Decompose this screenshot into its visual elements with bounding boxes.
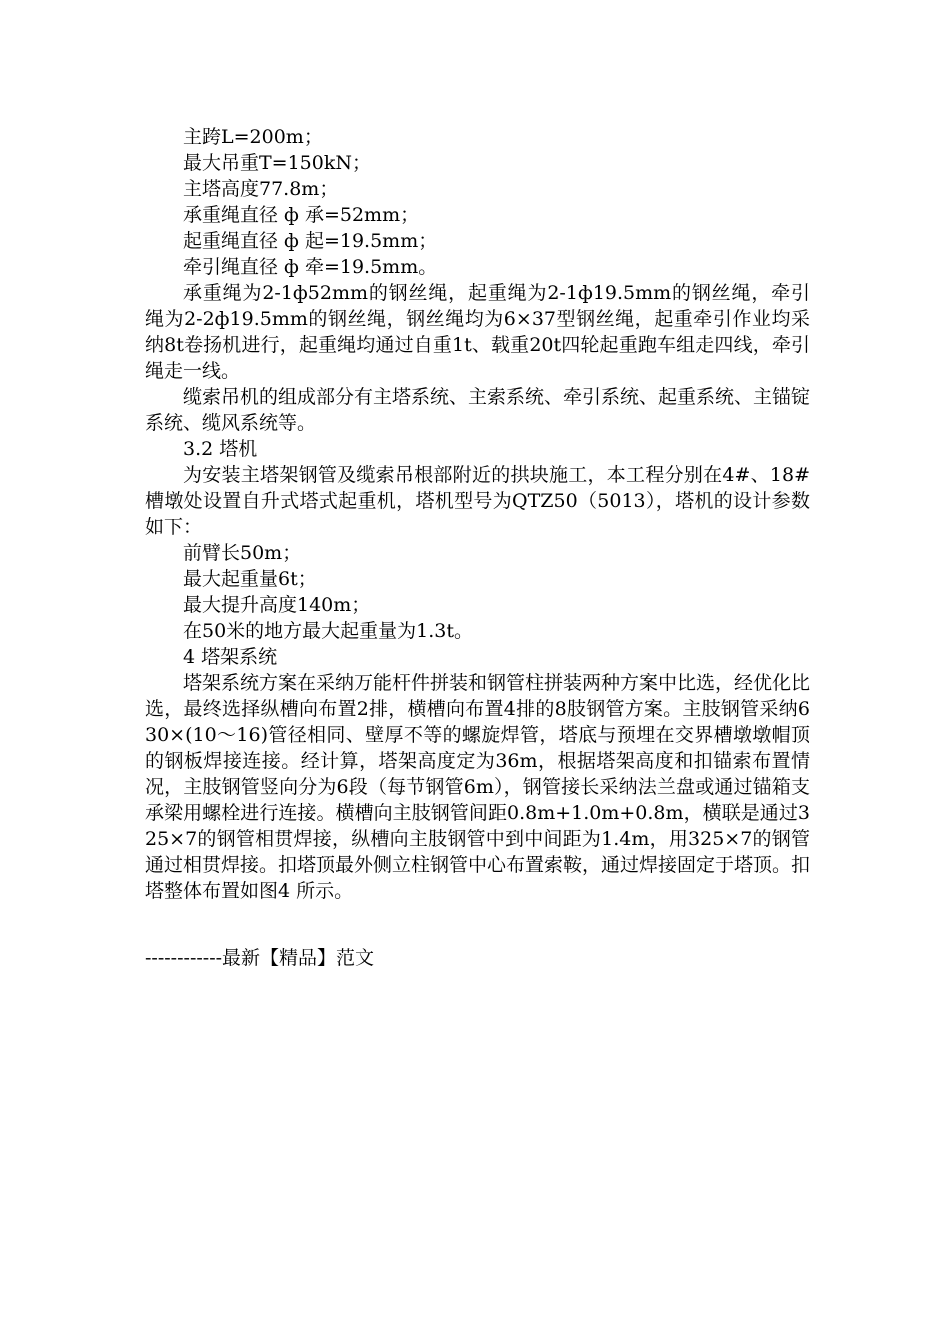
paragraph-main-span: 主跨L=200m； (183, 126, 323, 148)
paragraph-capacity-at-50m: 在50米的地方最大起重量为1.3t。 (183, 620, 474, 642)
paragraph-main-tower-height: 主塔高度77.8m； (183, 178, 339, 200)
paragraph-max-lift-height: 最大提升高度140m； (183, 594, 371, 616)
paragraph-cable-crane-components: 缆索吊机的组成部分有主塔系统、主索系统、牵引系统、起重系统、主锚锭系统、缆风系统等。 (145, 386, 811, 434)
document-footer: ------------最新【精品】范文 (145, 947, 375, 969)
paragraph-hoisting-cable-diameter: 起重绳直径 ф 起=19.5mm； (183, 230, 438, 252)
paragraph-traction-cable-diameter: 牵引绳直径 ф 牵=19.5mm。 (183, 256, 438, 278)
paragraph-tower-crane-intro: 为安装主塔架钢管及缆索吊根部附近的拱块施工，本工程分别在4#、18#槽墩处设置自升式塔式起重机，塔机型号为QTZ50（5013），塔机的设计参数如下： (145, 464, 810, 538)
paragraph-max-lift-load: 最大吊重T=150kN； (183, 152, 371, 174)
document-body (145, 124, 810, 904)
section-heading-tower-crane: 3.2 塔机 (183, 438, 258, 460)
paragraph-bearing-cable-diameter: 承重绳直径 ф 承=52mm； (183, 204, 420, 226)
section-heading-tower-frame-system: 4 塔架系统 (183, 646, 278, 668)
paragraph-max-lifting-capacity: 最大起重量6t； (183, 568, 317, 590)
paragraph-tower-frame-description: 塔架系统方案在采纳万能杆件拼装和钢管柱拼装两种方案中比选，经优化比选，最终选择纵槽向布置2排，横槽向布置4排的8肢钢管方案。主肢钢管采纳630×(10～16)管径相同、壁厚不等的螺旋焊管，塔底与预埋在交界槽墩墩帽顶的钢板焊接连接。经计算，塔架高度定为36m，根据塔架高度和扣锚索布置情况，主肢钢管竖向分为6段（每节钢管6m），钢管接长采纳法兰盘或通过锚箱支承梁用螺栓进行连接。横槽向主肢钢管间距0.8m+1.0m+0.8m，横联是通过325×7的钢管相贯焊接，纵槽向主肢钢管中到中间距为1.4m，用325×7的钢管通过相贯焊接。扣塔顶最外侧立柱钢管中心布置索鞍，通过焊接固定于塔顶。扣塔整体布置如图4 所示。 (145, 672, 811, 902)
paragraph-front-arm-length: 前臂长50m； (183, 542, 302, 564)
paragraph-cable-description: 承重绳为2-1ф52mm的钢丝绳，起重绳为2-1ф19.5mm的钢丝绳，牵引绳为2-2ф19.5mm的钢丝绳，钢丝绳均为6×37型钢丝绳，起重牵引作业均采纳8t卷扬机进行，起重绳均通过自重1t、载重20t四轮起重跑车组走四线，牵引绳走一线。 (145, 282, 810, 382)
